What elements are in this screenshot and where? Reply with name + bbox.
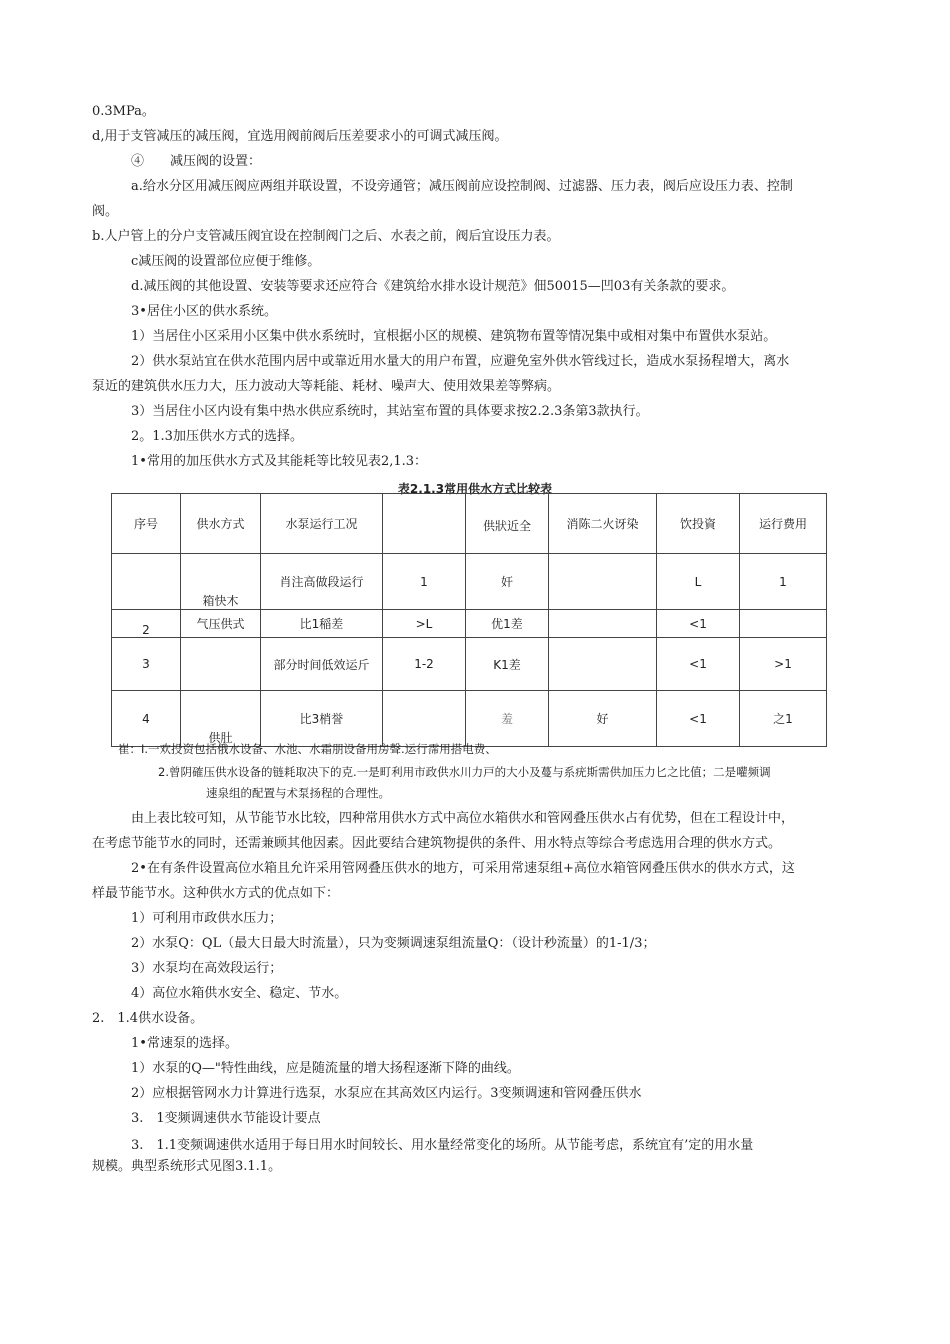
text-line: 1）可利用市政供水压力； — [131, 911, 283, 926]
table-cell: 1 — [383, 554, 466, 610]
table-cell: 好 — [549, 691, 657, 747]
text-line: 规模。典型系统形式见图3.1.1。 — [92, 1159, 282, 1174]
table-header-cell: 消陈二火讶染 — [549, 494, 657, 554]
table-header-cell: 饮投資 — [657, 494, 740, 554]
table-cell: 1-2 — [383, 638, 466, 691]
table-cell — [549, 554, 657, 610]
table-cell: 4 — [112, 691, 181, 747]
table-caption: 表2.1.3常用供水方式比较表 — [397, 482, 553, 496]
table-cell: 比1稲差 — [261, 610, 383, 638]
text-line: 2。1.3加压供水方式的选择。 — [131, 429, 303, 444]
text-line: 在考虑节能节水的同时，还需兼顾其他因素。因此要结合建筑物提供的条件、用水特点等综合考虑选用合理的供水方式。 — [92, 836, 782, 851]
text-line: b.人户管上的分户支管减压阀宜设在控制阀门之后、水表之前，阀后宜设压力表。 — [92, 229, 560, 244]
table-header-row — [112, 494, 827, 554]
table-cell: L — [657, 554, 740, 610]
table-cell — [181, 638, 261, 691]
text-line: d.减压阀的其他设置、安装等要求还应符合《建筑给水排水设计规范》佃50015—凹03有关条款的要求。 — [131, 279, 735, 294]
table-cell: 羞 — [466, 691, 549, 747]
text-line: a.给水分区用减压阀应两组并联设置，不设旁通管；减压阀前应设控制阀、过滤器、压力表，阀后应设压力表、控制 — [131, 179, 793, 194]
table-row — [112, 610, 827, 638]
table-cell: 奸 — [466, 554, 549, 610]
table-cell: 比3梢誉 — [261, 691, 383, 747]
text-line: 1•常用的加压供水方式及其能耗等比较见表2,1.3： — [131, 454, 428, 469]
table-note: 速泉组的配置与术泵扬程的合理性。 — [206, 786, 390, 800]
text-line: 1•常速泵的选择。 — [131, 1036, 238, 1051]
table-cell: >1 — [740, 638, 827, 691]
text-line: 2）水泵Q：QL（最大日最大时流量），只为变频调速泵组流量Q：（设计秒流量）的1-1/3； — [131, 936, 656, 951]
text-line: 1）水泵的Q—"特性曲线，应是随流量的增大扬程逐渐下降的曲线。 — [131, 1061, 520, 1076]
text-line: 3）当居住小区内设有集中热水供应系统时，其站室布置的具体要求按2.2.3条第3款执行。 — [131, 404, 649, 419]
table-row — [112, 554, 827, 610]
text-line: 由上表比较可知，从节能节水比较，四种常用供水方式中高位水箱供水和管网叠压供水占有优势，但在工程设计中， — [131, 811, 795, 826]
text-line: 4）高位水箱供水安全、稳定、节水。 — [131, 986, 348, 1001]
table-cell: 供肚 — [181, 691, 261, 747]
table-header-cell — [383, 494, 466, 554]
table-cell: <1 — [657, 691, 740, 747]
table-cell: <1 — [657, 610, 740, 638]
table-cell: K1差 — [466, 638, 549, 691]
table-cell — [549, 638, 657, 691]
text-line: 泵近的建筑供水压力大，压力波动大等耗能、耗材、噪声大、使用效果差等弊病。 — [92, 379, 561, 394]
text-line: 2•在有条件设置高位水箱且允许采用管网叠压供水的地方，可采用常速泵组+高位水箱管网叠压供水的供水方式，这 — [131, 861, 795, 876]
table-cell: 3 — [112, 638, 181, 691]
table-header-cell: 供狀近全 — [466, 494, 549, 554]
section-heading: 2. 1.4供水设备。 — [92, 1011, 204, 1026]
text-line: 0.3MPa。 — [92, 104, 155, 119]
comparison-table — [111, 493, 827, 747]
table-cell: <1 — [657, 638, 740, 691]
text-line: 2）供水泵站宜在供水范围内居中或靠近用水量大的用户布置，应避免室外供水管线过长，造成水泵扬程增大，离水 — [131, 354, 790, 369]
text-line: 3）水泵均在高效段运行； — [131, 961, 283, 976]
table-header-cell: 序号 — [112, 494, 181, 554]
text-line: d,用于支管减压的减压阀，宜选用阀前阀后压差要求小的可调式减压阀。 — [92, 129, 508, 144]
table-cell: 优1差 — [466, 610, 549, 638]
table-cell — [112, 554, 181, 610]
table-cell: 2 — [112, 610, 181, 638]
table-cell: >L — [383, 610, 466, 638]
text-line: 阀。 — [92, 204, 119, 219]
table-header-cell: 供水方式 — [181, 494, 261, 554]
section-heading: 3. 1变频调速供水节能设计要点 — [131, 1111, 321, 1126]
table-cell — [549, 610, 657, 638]
table-cell — [383, 691, 466, 747]
text-line: ④ 减压阀的设置： — [131, 154, 262, 169]
text-line: 样最节能节水。这种供水方式的优点如下： — [92, 886, 340, 901]
table-cell — [740, 610, 827, 638]
text-line: c减压阀的设置部位应便于维修。 — [131, 254, 321, 269]
table-row — [112, 638, 827, 691]
table-cell: 之1 — [740, 691, 827, 747]
table-cell: 气压供式 — [181, 610, 261, 638]
table-cell: 1 — [740, 554, 827, 610]
text-line: 3. 1.1变频调速供水适用于每日用水时间较长、用水量经常变化的场所。从节能考虑，系统宜有’定的用水量 — [131, 1138, 754, 1153]
table-cell: 肖注高做段运行 — [261, 554, 383, 610]
table-cell: 部分时间低效运斤 — [261, 638, 383, 691]
table-cell: 箱快木 — [181, 554, 261, 610]
text-line: 3•居住小区的供水系统。 — [131, 304, 277, 319]
table-header-cell: 水泵运行工况 — [261, 494, 383, 554]
table-row — [112, 691, 827, 747]
table-note: 崔：I.一欢投资包括俄水设备、水池、水霜朋设备用房聲.运行霈用搭电费、 — [118, 742, 497, 756]
table-note: 2.曾阴確压供水设备的链耗取决下的克.一是町利用市政供水川力戸的大小及蔓与系疣斯需供加压力匕之比值；二是嚾频调 — [158, 765, 771, 779]
text-line: 2）应根据管网水力计算进行选泵，水泵应在其高效区内运行。3变频调速和管网叠压供水 — [131, 1086, 642, 1101]
text-line: 1）当居住小区采用小区集中供水系统时，宜根据小区的规模、建筑物布置等情况集中或相对集中布置供水泵站。 — [131, 329, 777, 344]
table-header-cell: 运行费用 — [740, 494, 827, 554]
